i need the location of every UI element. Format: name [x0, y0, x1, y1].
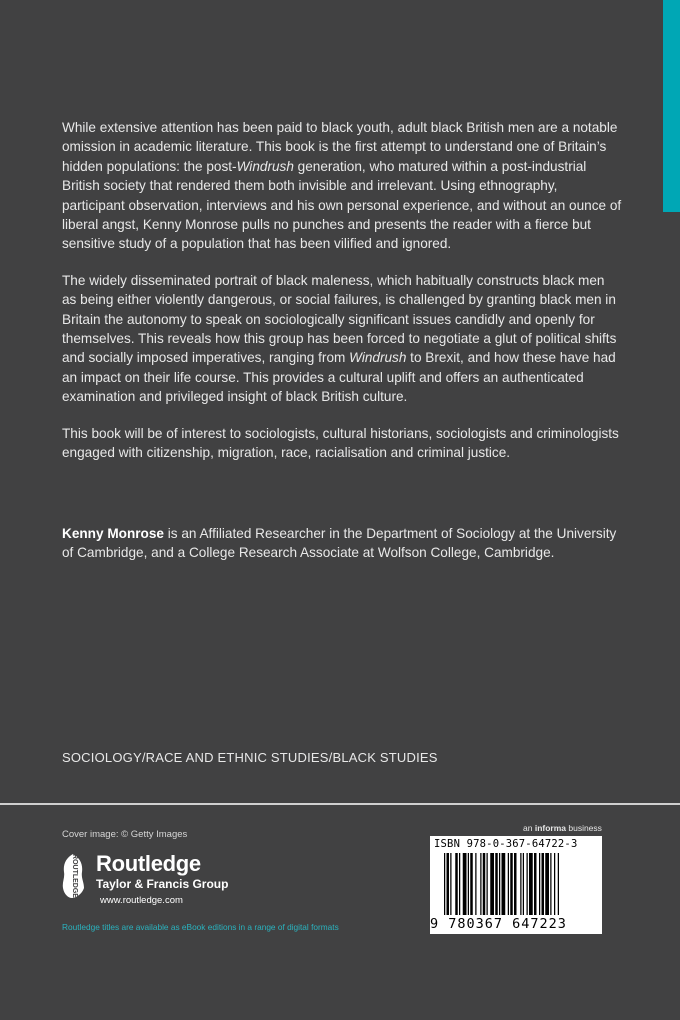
author-bio-text: is an Affiliated Researcher in the Department of Sociology at the University of Cambridge, and a College Research Associate at Wolfson College, Cambridge.	[62, 526, 617, 561]
ebook-availability-note: Routledge titles are available as eBook editions in a range of digital formats	[62, 922, 339, 932]
blurb-paragraph-1: While extensive attention has been paid to black youth, adult black British men are a notable omission in academic literature. This book is the first attempt to understand one of Britain’s hidden populations: the post-Windrush generation, who matured within a post-industrial British society that rendered them both invisible and irrelevant. Using ethnography, participant observation, interviews and his own personal experience, and without an ounce of liberal angst, Kenny Monrose pulls no punches and presents the reader with a fierce but sensitive study of a population that has been vilified and ignored.	[62, 120, 622, 252]
subject-category: SOCIOLOGY/RACE AND ETHNIC STUDIES/BLACK STUDIES	[62, 750, 438, 765]
teal-spine-accent	[663, 0, 680, 212]
logo-vertical-text: ROUTLEDGE	[71, 854, 78, 898]
isbn-digits: 9 780367 647223	[430, 916, 567, 932]
isbn-label: ISBN 978-0-367-64722-3	[434, 838, 578, 850]
barcode-bars	[434, 853, 598, 917]
blurb-paragraph-2: The widely disseminated portrait of black maleness, which habitually constructs black men as being either violently dangerous, or social failures, is challenged by granting black men in Britain the autonomy to speak on sociologically significant issues candidly and openly for themselves. This reveals how this group has been forced to negotiate a glut of political shifts and socially imposed imperatives, ranging from Windrush to Brexit, and how these have had an impact on their life course. This provides a cultural uplift and offers an authenticated examination and privileged insight of black British culture.	[62, 272, 617, 405]
footer-divider	[0, 803, 680, 805]
publisher-url[interactable]: www.routledge.com	[100, 895, 183, 906]
author-name: Kenny Monrose	[62, 526, 164, 541]
cover-image-credit: Cover image: © Getty Images	[62, 829, 188, 840]
author-bio	[62, 524, 622, 563]
publisher-name: Routledge	[96, 851, 201, 876]
publisher-group: Taylor & Francis Group	[96, 877, 229, 891]
informa-business-tag: an informa business	[523, 823, 602, 833]
blurb-paragraph-3: This book will be of interest to sociologists, cultural historians, sociologists and criminologists engaged with citizenship, migration, race, racialisation and criminal justice.	[62, 425, 619, 461]
routledge-logo	[60, 852, 228, 908]
back-cover-blurb	[62, 118, 622, 480]
isbn-barcode	[430, 836, 602, 934]
routledge-emblem-icon	[60, 852, 86, 900]
